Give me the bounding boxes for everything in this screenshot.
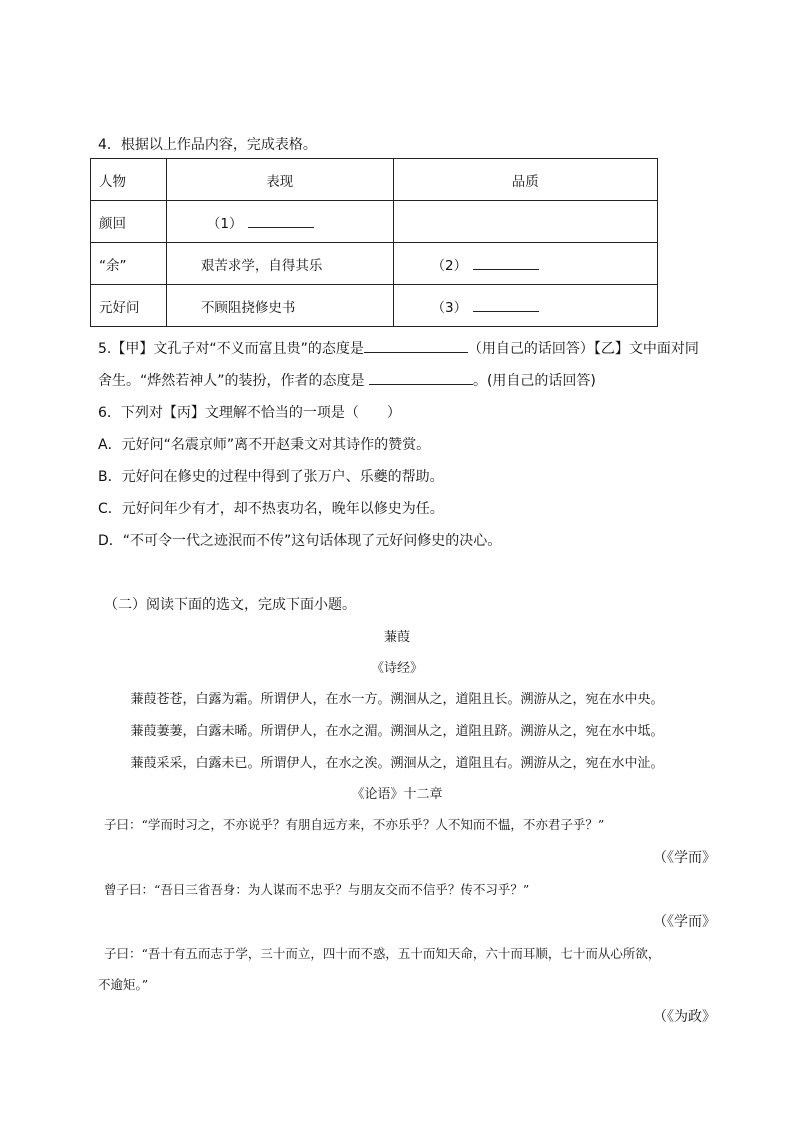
q5-text-a: 5.【甲】文孔子对“不义而富且贵”的态度是 (98, 341, 364, 357)
cell-quality (393, 243, 658, 285)
q6-option-a: A．元好问“名震京师”离不开赵秉文对其诗作的赞赏。 (98, 437, 431, 453)
lunyu-passage-3-cont: 不逾矩。” (98, 977, 149, 992)
q6-prompt: 6．下列对【丙】文理解不恰当的一项是（ ） (98, 405, 401, 421)
answer-blank-2[interactable] (473, 256, 539, 270)
q6-option-b: B．元好问在修史的过程中得到了张万户、乐夔的帮助。 (98, 469, 444, 485)
header-behavior: 表现 (166, 159, 393, 201)
cell-behavior (166, 201, 393, 243)
blank-number: （1） (206, 215, 243, 232)
q5-text-d: 。(用自己的话回答) (472, 373, 596, 389)
section-heading: （二）阅读下面的选文，完成下面小题。 (104, 597, 356, 613)
cell-behavior: 不顾阻挠修史书 (166, 285, 393, 327)
poem-line-3: 蒹葭采采，白露未已。所谓伊人，在水之涘。溯洄从之，道阻且右。溯游从之，宛在水中沚。 (130, 756, 664, 771)
q5-blank-2[interactable] (369, 370, 473, 385)
table-row (91, 201, 658, 243)
cell-person: 元好问 (91, 285, 167, 327)
poem-source: 《诗经》 (370, 661, 423, 676)
lunyu-title: 《论语》十二章 (351, 787, 443, 802)
q5-line2 (98, 370, 596, 390)
table-row (91, 285, 658, 327)
lunyu-passage-3: 子曰：“吾十有五而志于学，三十而立，四十而不惑，五十而知天命，六十而耳顺，七十而从心所欲， (104, 946, 661, 961)
cell-behavior: 艰苦求学，自得其乐 (166, 243, 393, 285)
poem-line-2: 蒹葭萋萋，白露未晞。所谓伊人，在水之湄。溯洄从之，道阻且跻。溯游从之，宛在水中坻。 (130, 724, 664, 739)
answer-blank-3[interactable] (473, 298, 539, 312)
cell-quality (393, 201, 658, 243)
lunyu-source-3: （《为政》 (653, 1009, 716, 1025)
table-header-row (91, 159, 658, 201)
q5-line1 (98, 338, 699, 358)
lunyu-passage-1: 子曰：“学而时习之，不亦说乎？有朋自远方来，不亦乐乎？人不知而不愠，不亦君子乎？” (104, 817, 605, 832)
q5-text-b: （用自己的话回答）【乙】文中面对同 (467, 341, 699, 357)
cell-quality (393, 285, 658, 327)
blank-number: （3） (431, 299, 468, 316)
q4-table (90, 158, 658, 327)
header-quality: 品质 (393, 159, 658, 201)
cell-person: “余” (91, 243, 167, 285)
poem-title: 蒹葭 (383, 630, 410, 645)
q5-text-c: 舍生。“烨然若神人”的装扮，作者的态度是 (98, 373, 365, 389)
blank-number: （2） (431, 257, 468, 274)
q5-blank-1[interactable] (364, 338, 468, 353)
table-row (91, 243, 658, 285)
answer-blank-1[interactable] (248, 214, 314, 228)
lunyu-source-1: （《学而》 (653, 850, 716, 866)
poem-line-1: 蒹葭苍苍，白露为霜。所谓伊人，在水一方。溯洄从之，道阻且长。溯游从之，宛在水中央。 (130, 692, 664, 707)
lunyu-passage-2: 曾子曰：“吾日三省吾身：为人谋而不忠乎？与朋友交而不信乎？传不习乎？” (104, 882, 530, 897)
lunyu-source-2: （《学而》 (653, 914, 716, 930)
q6-option-d: D．“不可令一代之迹泯而不传”这句话体现了元好问修史的决心。 (98, 533, 502, 549)
q6-option-c: C．元好问年少有才，却不热衷功名，晚年以修史为任。 (98, 501, 444, 517)
header-person: 人物 (91, 159, 167, 201)
q4-prompt: 4．根据以上作品内容，完成表格。 (98, 137, 317, 153)
cell-person: 颜回 (91, 201, 167, 243)
